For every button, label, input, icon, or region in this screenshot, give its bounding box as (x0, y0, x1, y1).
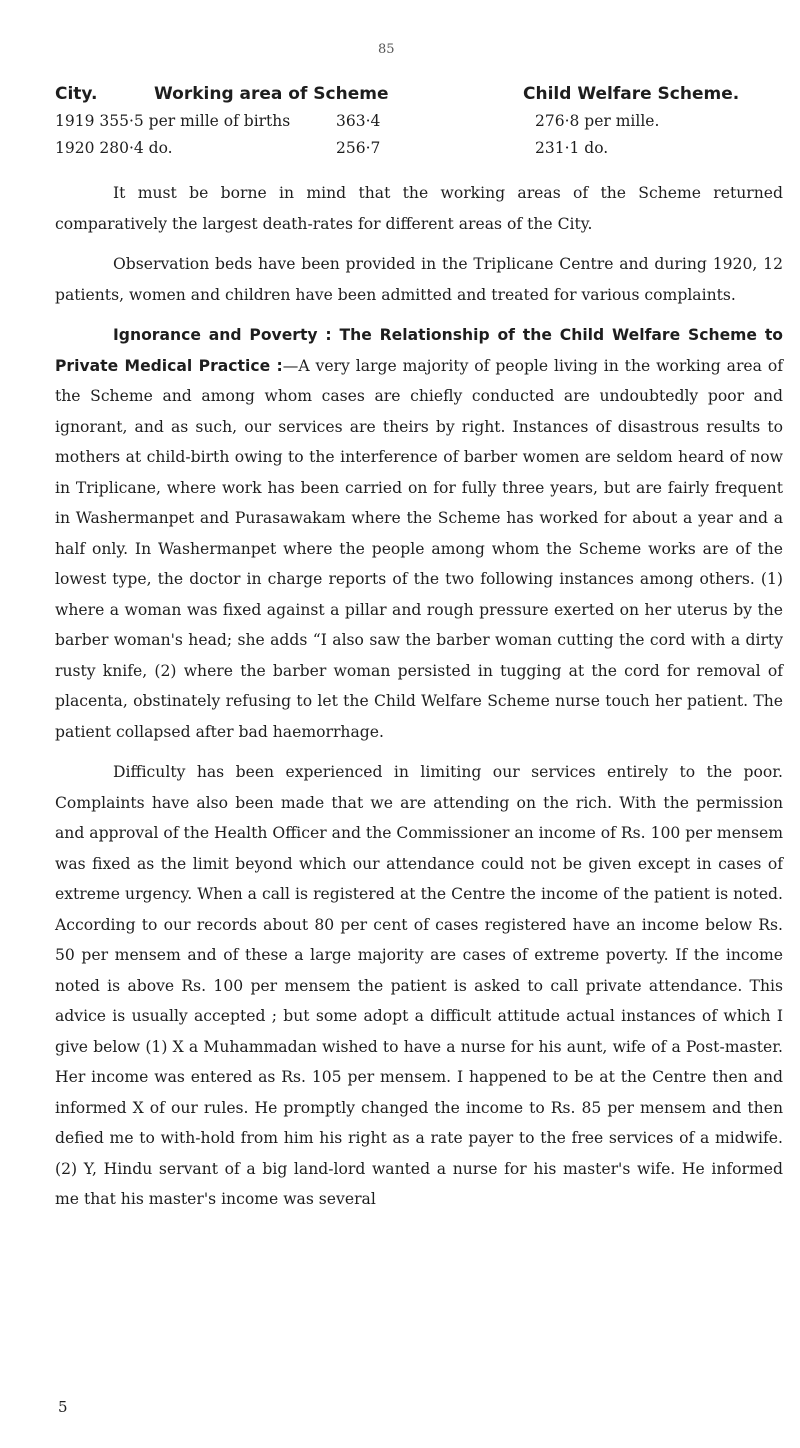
body-text (55, 178, 783, 1215)
paragraph-observation-beds: Observation beds have been provided in the Triplicane Centre and during 1920, 12 patients, women and children have been admitted and treated for various complaints. (55, 255, 783, 304)
header-city: City. (55, 84, 98, 104)
header-working-area: Working area of Scheme (154, 84, 389, 104)
stat-1919-child: 276·8 per mille. (535, 112, 660, 130)
stat-1919-working: 363·4 (336, 112, 381, 130)
paragraph-ignorance-poverty (55, 320, 783, 747)
paragraph-difficulty: Difficulty has been experienced in limiting our services entirely to the poor. Complaints have also been made that we are attending on the rich. With the permission and approval of the Health Officer and the Commissioner an income of Rs. 100 per mensem was fixed as the limit beyond which our attendance could not be given except in cases of extreme urgency. When a call is registered at the Centre the income of the patient is noted. According to our records about 80 per cent of cases registered have an income below Rs. 50 per mensem and of these a large majority are cases of extreme poverty. If the income noted is above Rs. 100 per mensem the patient is asked to call private attendance. This advice is usually accepted ; but some adopt a difficult attitude actual instances of which I give below (1) X a Muhammadan wished to have a nurse for his aunt, wife of a Post-master. Her income was entered as Rs. 105 per mensem. I happened to be at the Centre then and informed X of our rules. He promptly changed the income to Rs. 85 per mensem and then defied me to with-hold from him his right as a rate payer to the free services of a midwife. (2) Y, Hindu servant of a big land-lord wanted a nurse for his master's wife. He informed me that his master's income was several (55, 763, 783, 1208)
page-number: 85 (378, 42, 395, 57)
section-body: —A very large majority of people living in the working area of the Scheme and among whom cases are chiefly conducted are undoubtedly poor and ignorant, and as such, our services are theirs by right. Instances of disastrous results to mothers at child-birth owing to the interference of barber women are seldom heard of now in Triplicane, where work has been carried on for fully three years, but are fairly frequent in Washermanpet and Purasawakam where the Scheme has worked for about a year and a half only. In Washermanpet where the people among whom the Scheme works are of the lowest type, the doctor in charge reports of the two following instances among others. (1) where a woman was fixed against a pillar and rough pressure exerted on her uterus by the barber woman's head; she adds “I also saw the barber woman cutting the cord with a dirty rusty knife, (2) where the barber woman persisted in tugging at the cord for removal of placenta, obstinately refusing to let the Child Welfare Scheme nurse touch her patient. The patient collapsed after bad haemorrhage. (55, 356, 784, 741)
stat-1920-city: 1920 280·4 do. (55, 139, 173, 157)
paragraph-death-rates: It must be borne in mind that the working areas of the Scheme returned comparatively the largest death-rates for different areas of the City. (55, 184, 783, 233)
footer-mark: 5 (58, 1398, 68, 1416)
section-heading: Ignorance and Poverty : The Relationship of the Child Welfare Scheme to Private Medical Practice : (55, 326, 783, 375)
stat-1920-child: 231·1 do. (535, 139, 609, 157)
stat-1920-working: 256·7 (336, 139, 381, 157)
header-child-welfare: Child Welfare Scheme. (523, 84, 740, 104)
stat-1919-city: 1919 355·5 per mille of births (55, 112, 291, 130)
